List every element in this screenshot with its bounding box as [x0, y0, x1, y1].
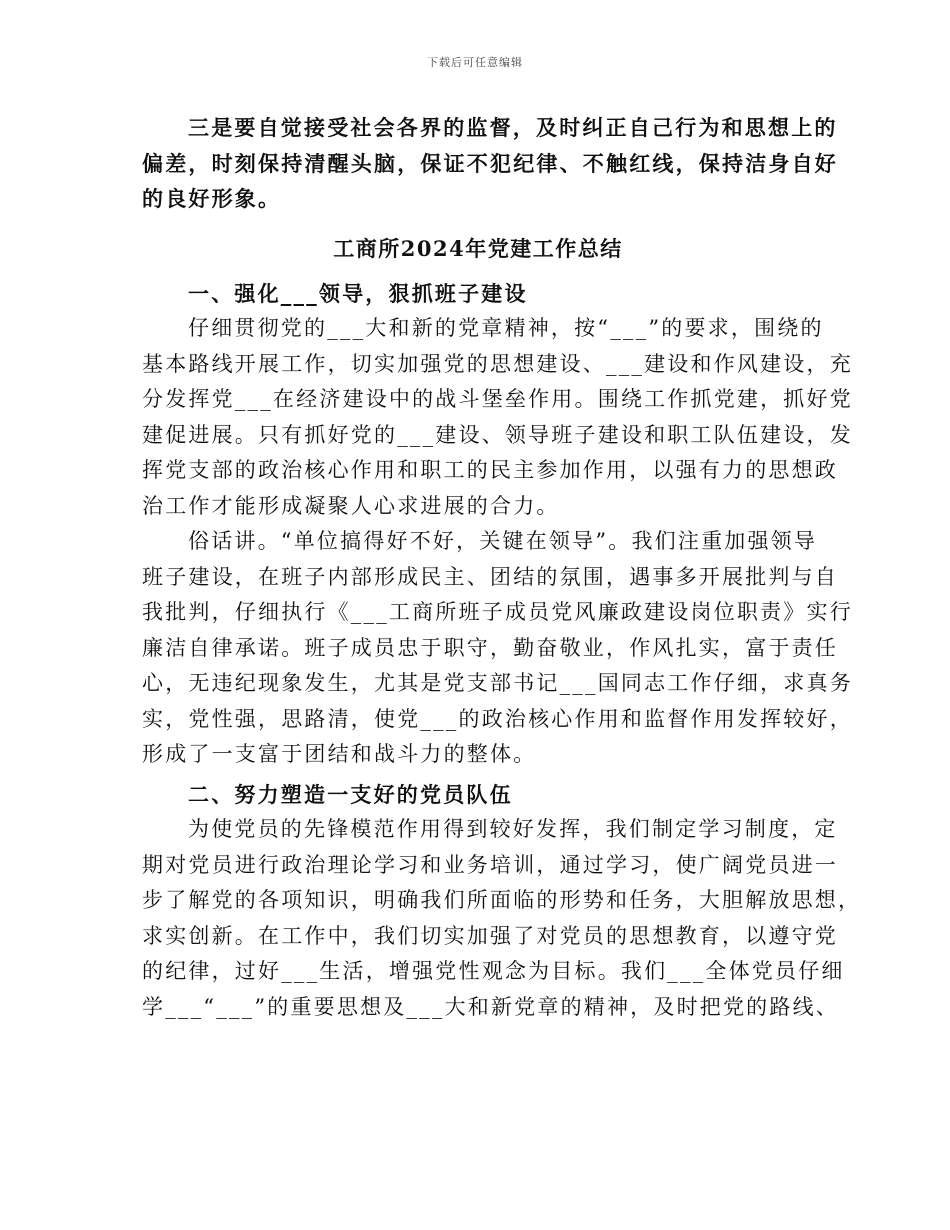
- section-1-paragraph-1: [142, 311, 853, 524]
- section-heading: 一、强化___领导，狠抓班子建设: [188, 280, 528, 306]
- paragraph-line: 班子建设，在班子内部形成民主、团结的氛围，遇事多开展批判与自: [142, 564, 838, 589]
- paragraph-line: 建促进展。只有抓好党的___建设、领导班子建设和职工队伍建设，发: [142, 422, 853, 447]
- paragraph-line: 治工作才能形成凝聚人心求进展的合力。: [142, 493, 560, 518]
- paragraph-line: 分发挥党___在经济建设中的战斗堡垒作用。围绕工作抓党建，抓好党: [142, 387, 853, 411]
- paragraph-line: 俗话讲。“单位搞得好不好，关键在领导”。我们注重加强领导: [188, 529, 818, 553]
- paragraph-line: 期对党员进行政治理论学习和业务培训，通过学习，使广阔党员进一: [142, 852, 838, 877]
- paragraph-line: 形成了一支富于团结和战斗力的整体。: [142, 742, 537, 766]
- paragraph-line: 学___“___”的重要思想及___大和新党章的精神，及时把党的路线、: [142, 994, 839, 1019]
- paragraph-line: 仔细贯彻党的___大和新的党章精神，按“___”的要求，围绕的: [188, 316, 824, 340]
- paragraph-line: 步了解党的各项知识，明确我们所面临的形势和任务，大胆解放思想，: [142, 888, 862, 912]
- header-note: 下载后可任意编辑: [427, 56, 523, 69]
- paragraph-line: 实，党性强，思路清，使党___的政治核心作用和监督作用发挥较好，: [142, 706, 853, 731]
- paragraph-line: 挥党支部的政治核心作用和职工的民主参加作用，以强有力的思想政: [142, 458, 838, 482]
- section-heading: 二、努力塑造一支好的党员队伍: [188, 781, 513, 807]
- section-1-paragraph-2: [142, 524, 853, 773]
- paragraph-line: 求实创新。在工作中，我们切实加强了对党员的思想教育，以遵守党: [142, 923, 838, 948]
- section-1: [142, 276, 853, 773]
- paragraph-line: 我批判，仔细执行《___工商所班子成员党风廉政建设岗位职责》实行: [142, 600, 853, 624]
- section-2: [142, 777, 862, 1026]
- document-title: 工商所2024年党建工作总结: [333, 235, 623, 261]
- paragraph-line: 心，无违纪现象发生，尤其是党支部书记___国同志工作仔细，求真务: [142, 671, 853, 695]
- intro-paragraph: [142, 110, 838, 217]
- intro-line: 的良好形象。: [142, 186, 282, 211]
- paragraph-line: 廉洁自律承诺。班子成员忠于职守，勤奋敬业，作风扎实，富于责任: [142, 635, 838, 660]
- paragraph-line: 基本路线开展工作，切实加强党的思想建设、___建设和作风建设，充: [142, 351, 853, 376]
- paragraph-line: 的纪律，过好___生活，增强党性观念为目标。我们___全体党员仔细: [142, 959, 845, 983]
- intro-line: 三是要自觉接受社会各界的监督，及时纠正自己行为和思想上的: [188, 115, 838, 140]
- document-body: [142, 110, 862, 1025]
- paragraph-line: 为使党员的先锋模范作用得到较好发挥，我们制定学习制度，定: [188, 817, 838, 841]
- intro-line: 偏差，时刻保持清醒头脑，保证不犯纪律、不触红线，保持洁身自好: [142, 150, 838, 176]
- section-2-paragraph-1: [142, 812, 862, 1025]
